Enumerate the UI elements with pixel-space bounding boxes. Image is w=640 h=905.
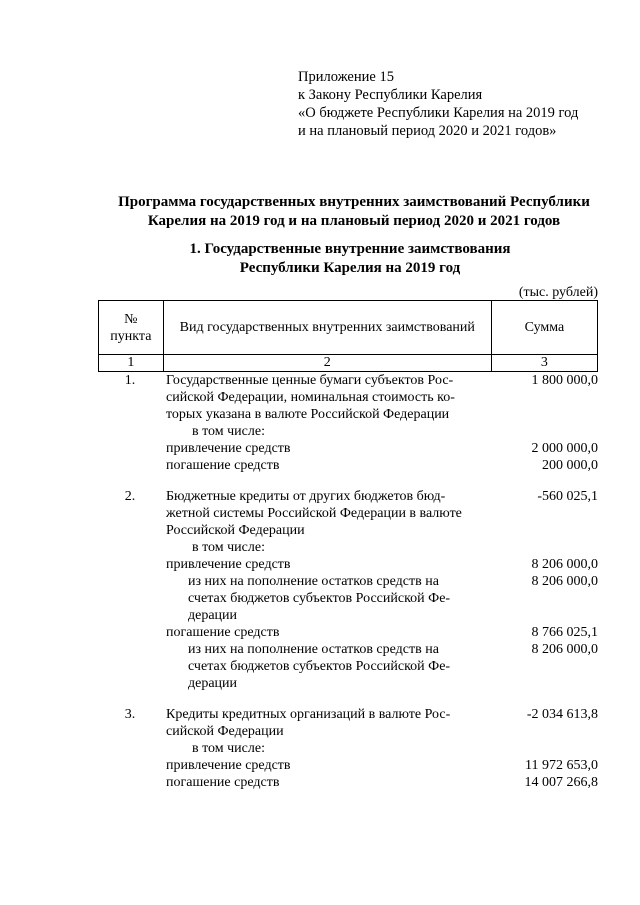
attract-sub-description [162, 573, 466, 624]
repay-sum: 200 000,0 [542, 458, 598, 473]
including-label: в том числе: [192, 424, 265, 439]
column-number-row [99, 355, 598, 372]
section-title-line: Республики Карелия на 2019 год [239, 260, 461, 276]
table-row [98, 757, 598, 774]
column-number: 3 [491, 355, 597, 372]
table-row [98, 488, 598, 556]
description-line: счетах бюджетов субъектов Российской Фе- [188, 659, 451, 674]
attract-sum: 2 000 000,0 [531, 441, 598, 456]
description-line: Государственные ценные бумаги субъектов Рос- [166, 373, 454, 388]
item-sum: 1 800 000,0 [531, 373, 598, 388]
attract-label: привлечение средств [166, 557, 291, 572]
item-description [162, 488, 466, 556]
including-label: в том числе: [192, 540, 265, 555]
document-title [104, 193, 604, 231]
repay-sum: 8 766 025,1 [531, 625, 598, 640]
table-row [98, 440, 598, 457]
column-number: 1 [99, 355, 164, 372]
units-label: (тыс. рублей) [518, 285, 598, 300]
appendix-line: «О бюджете Республики Карелия на 2019 год [298, 105, 579, 121]
attract-sum: 11 972 653,0 [525, 758, 598, 773]
header-cell-sum: Сумма [491, 301, 597, 355]
table-row [98, 706, 598, 757]
including-label: в том числе: [192, 741, 265, 756]
attract-sum: 8 206 000,0 [531, 557, 598, 572]
repay-sub-sum: 8 206 000,0 [531, 642, 598, 657]
repay-sum: 14 007 266,8 [524, 775, 598, 790]
header-row [99, 301, 598, 355]
repay-label: погашение средств [166, 625, 280, 640]
description-line: Российской Федерации [166, 523, 305, 538]
appendix-line: к Закону Республики Карелия [298, 87, 483, 103]
description-line: счетах бюджетов субъектов Российской Фе- [188, 591, 451, 606]
item-sum: -560 025,1 [537, 489, 598, 504]
item-description [162, 372, 466, 440]
header-number-symbol: № [124, 311, 138, 327]
description-line: Кредиты кредитных организаций в валюте Рос- [166, 707, 451, 722]
item-number: 1. [124, 373, 136, 388]
repay-label: погашение средств [166, 775, 280, 790]
table-row [98, 624, 598, 641]
table-row [98, 641, 598, 692]
attract-label: привлечение средств [166, 441, 291, 456]
item-number: 3. [124, 707, 136, 722]
table-row [98, 573, 598, 624]
item-number: 2. [124, 489, 136, 504]
table-body [98, 372, 598, 791]
table-row [98, 372, 598, 440]
header-cell-type: Вид государственных внутренних заимствований [163, 301, 491, 355]
description-line: торых указана в валюте Российской Федерации [166, 407, 450, 422]
description-line: дерации [188, 608, 238, 623]
attract-label: привлечение средств [166, 758, 291, 773]
title-line: Карелия на 2019 год и на плановый период 2020 и 2021 годов [147, 213, 561, 229]
appendix-line: Приложение 15 [298, 69, 394, 85]
description-line: сийской Федерации, номинальная стоимость ко- [166, 390, 455, 405]
description-line: Бюджетные кредиты от других бюджетов бюд- [166, 489, 446, 504]
title-line: Программа государственных внутренних заимствований Республики [118, 194, 590, 210]
item-sum: -2 034 613,8 [526, 707, 598, 722]
table-row [98, 457, 598, 474]
appendix-line: и на плановый период 2020 и 2021 годов» [298, 123, 557, 139]
column-number: 2 [163, 355, 491, 372]
description-line: из них на пополнение остатков средств на [188, 642, 439, 657]
section-title-line: 1. Государственные внутренние заимствования [189, 241, 511, 257]
repay-sub-description [162, 641, 466, 692]
description-line: жетной системы Российской Федерации в валюте [166, 506, 462, 521]
header-cell-number [99, 301, 164, 355]
section-title [150, 240, 550, 278]
attract-sub-sum: 8 206 000,0 [531, 574, 598, 589]
table-row [98, 556, 598, 573]
item-description [162, 706, 466, 757]
header-number-label: пункта [110, 328, 152, 344]
repay-label: погашение средств [166, 458, 280, 473]
description-line: дерации [188, 676, 238, 691]
table-row [98, 774, 598, 791]
appendix-note [298, 68, 628, 140]
description-line: сийской Федерации [166, 724, 284, 739]
description-line: из них на пополнение остатков средств на [188, 574, 439, 589]
table-header [98, 300, 598, 372]
